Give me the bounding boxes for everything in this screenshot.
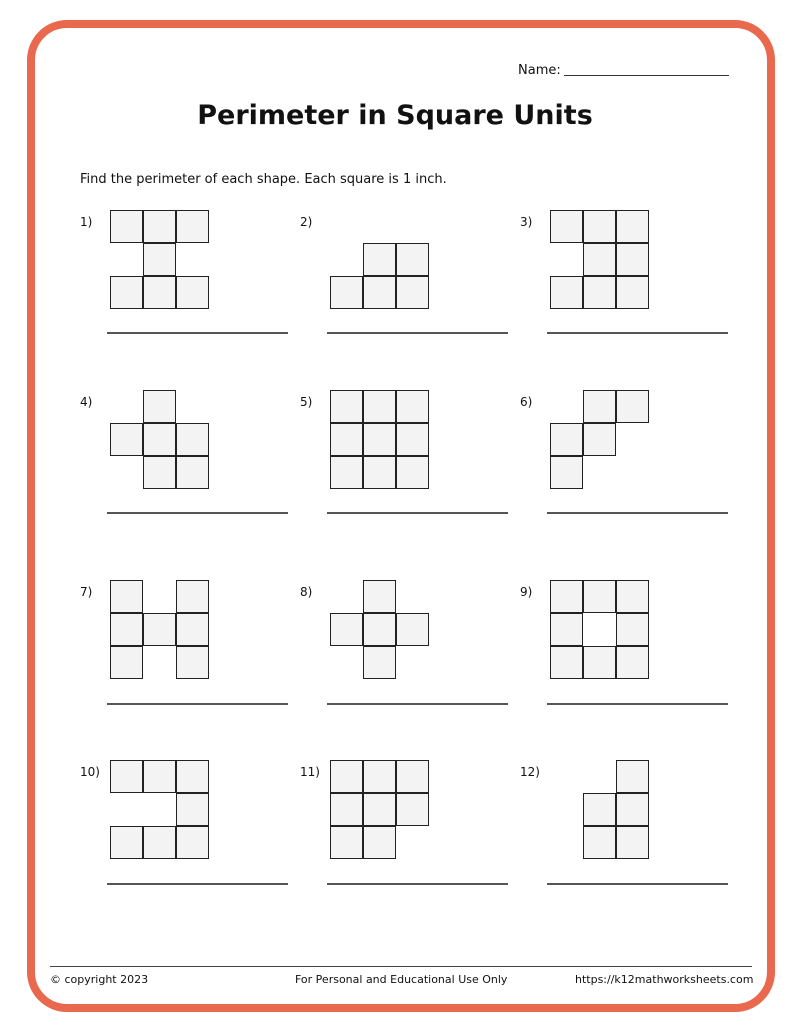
- unit-square: [616, 276, 649, 309]
- answer-line[interactable]: [107, 883, 288, 885]
- unit-square: [616, 826, 649, 859]
- problem-9: [520, 580, 740, 720]
- unit-square: [143, 390, 176, 423]
- problem-7: [80, 580, 300, 720]
- problem-5: [300, 390, 520, 530]
- unit-square: [363, 580, 396, 613]
- problem-11: [300, 760, 520, 900]
- problem-10: [80, 760, 300, 900]
- problem-4: [80, 390, 300, 530]
- unit-square: [330, 760, 363, 793]
- unit-square: [110, 210, 143, 243]
- answer-line[interactable]: [547, 332, 728, 334]
- name-line[interactable]: [564, 75, 729, 76]
- instructions: Find the perimeter of each shape. Each square is 1 inch.: [80, 172, 447, 187]
- unit-square: [363, 613, 396, 646]
- unit-square: [143, 760, 176, 793]
- unit-square: [176, 580, 209, 613]
- footer-usage: For Personal and Educational Use Only: [295, 973, 508, 986]
- unit-square: [143, 826, 176, 859]
- answer-line[interactable]: [107, 332, 288, 334]
- unit-square: [550, 613, 583, 646]
- problem-number: 11): [300, 765, 320, 779]
- unit-square: [583, 210, 616, 243]
- unit-square: [363, 793, 396, 826]
- answer-line[interactable]: [327, 703, 508, 705]
- unit-square: [363, 456, 396, 489]
- name-label: Name:: [518, 63, 561, 78]
- unit-square: [583, 243, 616, 276]
- problem-number: 9): [520, 585, 533, 599]
- unit-square: [330, 390, 363, 423]
- unit-square: [550, 276, 583, 309]
- unit-square: [396, 613, 429, 646]
- unit-square: [363, 423, 396, 456]
- unit-square: [396, 793, 429, 826]
- answer-line[interactable]: [547, 703, 728, 705]
- problem-1: [80, 210, 300, 350]
- unit-square: [583, 580, 616, 613]
- unit-square: [363, 646, 396, 679]
- unit-square: [110, 580, 143, 613]
- problem-number: 4): [80, 395, 93, 409]
- unit-square: [550, 423, 583, 456]
- unit-square: [396, 390, 429, 423]
- unit-square: [396, 243, 429, 276]
- answer-line[interactable]: [547, 883, 728, 885]
- unit-square: [330, 456, 363, 489]
- unit-square: [143, 210, 176, 243]
- unit-square: [176, 210, 209, 243]
- unit-square: [176, 456, 209, 489]
- name-field[interactable]: [518, 63, 729, 78]
- unit-square: [330, 826, 363, 859]
- unit-square: [110, 423, 143, 456]
- answer-line[interactable]: [547, 512, 728, 514]
- unit-square: [143, 243, 176, 276]
- problem-2: [300, 210, 520, 350]
- unit-square: [176, 423, 209, 456]
- unit-square: [583, 390, 616, 423]
- problem-number: 2): [300, 215, 313, 229]
- problem-number: 3): [520, 215, 533, 229]
- footer-divider: [50, 966, 752, 967]
- unit-square: [616, 760, 649, 793]
- problem-number: 6): [520, 395, 533, 409]
- unit-square: [396, 276, 429, 309]
- unit-square: [176, 793, 209, 826]
- unit-square: [110, 276, 143, 309]
- unit-square: [143, 456, 176, 489]
- unit-square: [396, 423, 429, 456]
- unit-square: [110, 826, 143, 859]
- unit-square: [616, 210, 649, 243]
- unit-square: [363, 276, 396, 309]
- unit-square: [616, 580, 649, 613]
- unit-square: [110, 646, 143, 679]
- unit-square: [143, 276, 176, 309]
- problem-12: [520, 760, 740, 900]
- unit-square: [396, 760, 429, 793]
- unit-square: [616, 243, 649, 276]
- unit-square: [583, 826, 616, 859]
- problem-number: 7): [80, 585, 93, 599]
- unit-square: [616, 793, 649, 826]
- answer-line[interactable]: [327, 883, 508, 885]
- unit-square: [330, 793, 363, 826]
- footer-url: https://k12mathworksheets.com: [575, 973, 754, 986]
- answer-line[interactable]: [327, 512, 508, 514]
- unit-square: [176, 646, 209, 679]
- unit-square: [550, 646, 583, 679]
- footer-copyright: © copyright 2023: [50, 973, 149, 986]
- unit-square: [550, 580, 583, 613]
- unit-square: [583, 646, 616, 679]
- unit-square: [363, 390, 396, 423]
- unit-square: [550, 456, 583, 489]
- answer-line[interactable]: [107, 703, 288, 705]
- unit-square: [330, 423, 363, 456]
- problem-6: [520, 390, 740, 530]
- problem-number: 10): [80, 765, 100, 779]
- unit-square: [396, 456, 429, 489]
- problem-number: 1): [80, 215, 93, 229]
- problem-8: [300, 580, 520, 720]
- unit-square: [330, 613, 363, 646]
- unit-square: [330, 276, 363, 309]
- problem-number: 5): [300, 395, 313, 409]
- answer-line[interactable]: [107, 512, 288, 514]
- unit-square: [583, 276, 616, 309]
- unit-square: [583, 793, 616, 826]
- unit-square: [176, 826, 209, 859]
- unit-square: [363, 243, 396, 276]
- unit-square: [616, 646, 649, 679]
- problem-number: 12): [520, 765, 540, 779]
- unit-square: [110, 613, 143, 646]
- unit-square: [110, 760, 143, 793]
- unit-square: [550, 210, 583, 243]
- problem-number: 8): [300, 585, 313, 599]
- problem-3: [520, 210, 740, 350]
- unit-square: [176, 276, 209, 309]
- page-title: Perimeter in Square Units: [197, 100, 593, 131]
- unit-square: [176, 760, 209, 793]
- unit-square: [176, 613, 209, 646]
- unit-square: [363, 760, 396, 793]
- unit-square: [616, 390, 649, 423]
- unit-square: [143, 613, 176, 646]
- unit-square: [616, 613, 649, 646]
- unit-square: [363, 826, 396, 859]
- answer-line[interactable]: [327, 332, 508, 334]
- unit-square: [143, 423, 176, 456]
- unit-square: [583, 423, 616, 456]
